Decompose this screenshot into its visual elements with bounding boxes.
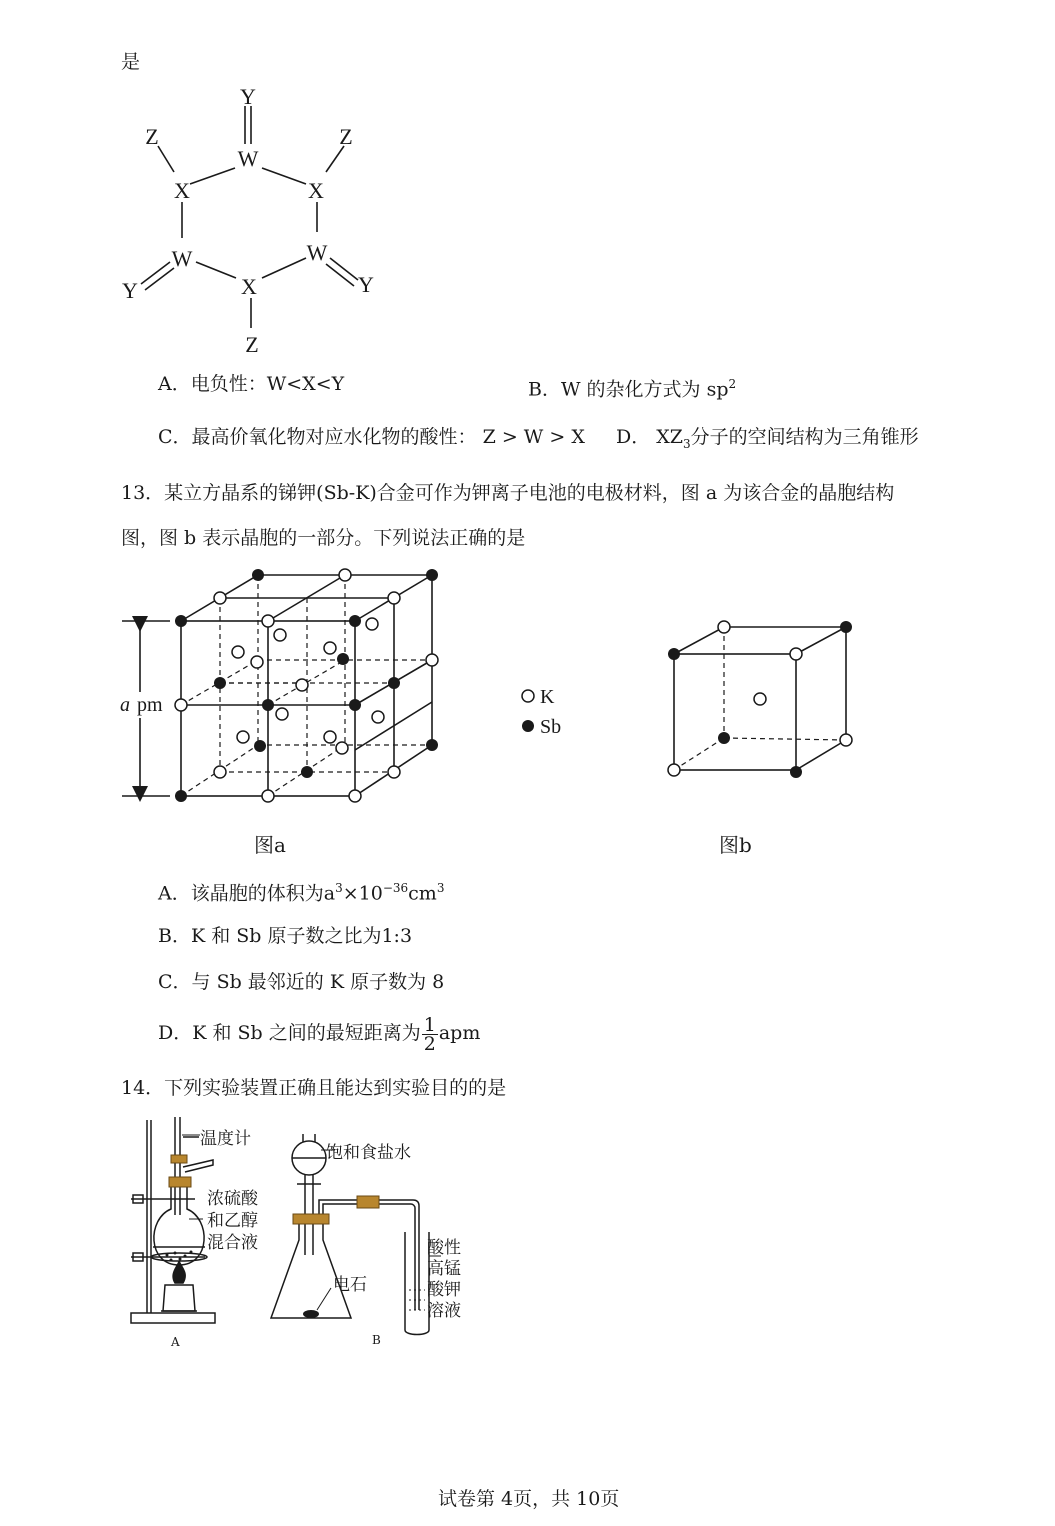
q13-stem-line-1: 13．某立方晶系的锑钾(Sb-K)合金可作为钾离子电池的电极材料，图 a 为该合金的晶胞结构 bbox=[121, 482, 895, 504]
q12-ring-structure bbox=[110, 80, 390, 365]
ring-atom-Z: Z bbox=[339, 124, 353, 149]
q12-option-b[interactable]: B．W 的杂化方式为 $sp^2$ bbox=[528, 377, 737, 401]
figure-b-caption: 图b bbox=[719, 833, 752, 857]
legend-sb-symbol bbox=[522, 720, 534, 732]
q13-option-a[interactable]: A．该晶胞的体积为$a^3\times 10^{-36}cm^3$ bbox=[158, 881, 445, 905]
q13-option-b[interactable]: B．K 和 Sb 原子数之比为1:3 bbox=[158, 925, 413, 947]
fraction-one-half: $\frac{1}{2}$ bbox=[423, 1013, 436, 1055]
figure-a-caption: 图a bbox=[254, 833, 286, 857]
legend-sb-label: Sb bbox=[540, 716, 562, 738]
q12-option-c[interactable]: C．最高价氧化物对应水化物的酸性： Z > W > X bbox=[158, 426, 585, 448]
ring-atom-X: X bbox=[241, 274, 257, 299]
ring-atom-Y: Y bbox=[240, 84, 256, 109]
ring-atom-Y: Y bbox=[122, 278, 138, 303]
label-kmno4-solution: 酸性 高锰 酸钾 溶液 bbox=[427, 1238, 461, 1321]
ring-atom-Z: Z bbox=[245, 332, 259, 357]
q13-option-c[interactable]: C．与 Sb 最邻近的 K 原子数为 8 bbox=[158, 971, 445, 993]
ring-atom-W: W bbox=[171, 246, 193, 271]
unit-cell-figure-b bbox=[660, 615, 860, 785]
q14-stem: 14．下列实验装置正确且能达到实验目的的是 bbox=[121, 1077, 507, 1099]
page-footer: 试卷第 4页，共 10页 bbox=[438, 1488, 620, 1510]
label-reaction-mixture: 浓硫酸 和乙醇 混合液 bbox=[207, 1189, 258, 1253]
q13-stem-line-2: 图，图 b 表示晶胞的一部分。下列说法正确的是 bbox=[121, 527, 526, 549]
label-calcium-carbide: 电石 bbox=[333, 1275, 367, 1295]
ring-atom-Y: Y bbox=[358, 272, 374, 297]
apparatus-b-caption: B bbox=[372, 1333, 381, 1347]
q13-option-d[interactable]: D．K 和 Sb 之间的最短距离为 $\frac{1}{2}$ apm bbox=[158, 1013, 481, 1055]
legend-k-label: K bbox=[540, 686, 555, 708]
question-12-stem-tail: 是 bbox=[121, 51, 141, 73]
ring-atom-Z: Z bbox=[145, 124, 159, 149]
apparatus-a-caption: A bbox=[171, 1335, 180, 1349]
ring-atom-W: W bbox=[306, 240, 328, 265]
legend-k-symbol bbox=[522, 690, 534, 702]
dimension-unit-label: pm bbox=[137, 694, 163, 716]
ring-atom-X: X bbox=[308, 178, 324, 203]
q12-option-a[interactable]: A．电负性：W<X<Y bbox=[158, 373, 345, 395]
ring-atom-W: W bbox=[237, 146, 259, 171]
label-thermometer: 温度计 bbox=[200, 1129, 251, 1149]
dimension-a-label: a bbox=[120, 694, 130, 716]
label-saturated-brine: 饱和食盐水 bbox=[326, 1143, 411, 1163]
ring-atom-X: X bbox=[174, 178, 190, 203]
legend bbox=[518, 682, 578, 742]
q12-option-d[interactable]: D． $XZ_3$分子的空间结构为三角锥形 bbox=[616, 426, 919, 451]
unit-cell-figure-a bbox=[110, 560, 470, 810]
